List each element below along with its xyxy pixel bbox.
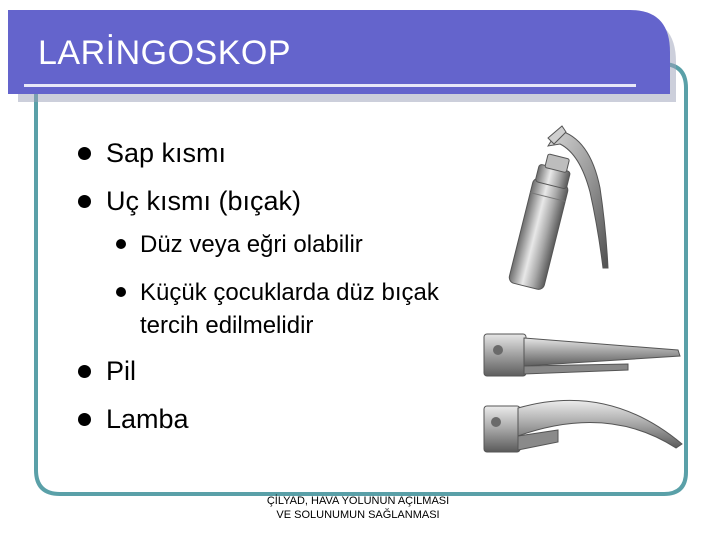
bullet-text: Uç kısmı (bıçak) bbox=[106, 186, 302, 216]
title-underline bbox=[24, 84, 636, 87]
bullet-dot-icon bbox=[78, 147, 91, 160]
bullet-dot-icon bbox=[116, 287, 126, 297]
slide-title: LARİNGOSKOP bbox=[38, 34, 292, 72]
bullet-text: Pil bbox=[106, 356, 137, 386]
sub-bullet-text: Küçük çocuklarda düz bıçak tercih edilmelidir bbox=[140, 279, 439, 339]
bullet-text: Lamba bbox=[106, 404, 189, 434]
footer-caption bbox=[228, 494, 488, 522]
footer-line: ÇİLYAD, HAVA YOLUNUN AÇILMASI bbox=[266, 495, 450, 507]
laryngoscope-handle-image bbox=[500, 118, 640, 293]
bullet-text: Sap kısmı bbox=[106, 138, 227, 168]
curved-blade-image bbox=[478, 386, 688, 466]
bullet-dot-icon bbox=[78, 365, 91, 378]
footer-line: VE SOLUNUMUN SAĞLANMASI bbox=[276, 509, 440, 521]
bullet-dot-icon bbox=[116, 239, 126, 249]
bullet-dot-icon bbox=[78, 195, 91, 208]
straight-blade-image bbox=[478, 326, 688, 386]
sub-bullet-text: Düz veya eğri olabilir bbox=[140, 231, 363, 258]
bullet-dot-icon bbox=[78, 413, 91, 426]
